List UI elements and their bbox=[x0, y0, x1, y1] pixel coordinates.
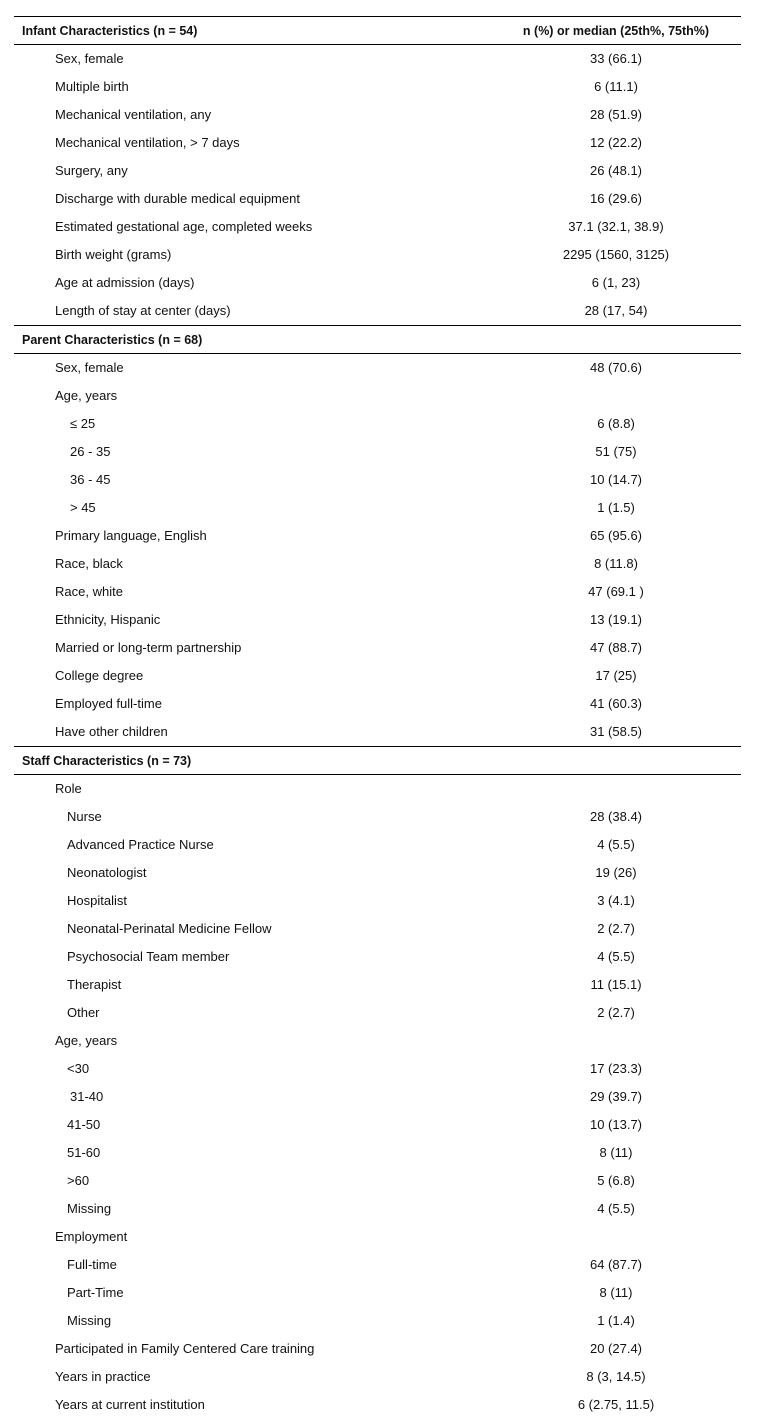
table-row bbox=[14, 241, 741, 269]
row-label: Full-time bbox=[67, 1257, 117, 1272]
table-row bbox=[14, 550, 741, 578]
table-row bbox=[14, 775, 741, 803]
row-value: 6 (2.75, 11.5) bbox=[577, 1397, 655, 1412]
row-value: 10 (13.7) bbox=[589, 1117, 643, 1132]
row-label: Sex, female bbox=[55, 360, 124, 375]
row-label: 31-40 bbox=[70, 1089, 104, 1104]
row-label: Age, years bbox=[55, 388, 118, 403]
row-label: Primary language, English bbox=[55, 528, 207, 543]
table-row bbox=[14, 269, 741, 297]
row-label: 41-50 bbox=[67, 1117, 101, 1132]
table-row bbox=[14, 1167, 741, 1195]
row-label: Missing bbox=[67, 1201, 112, 1216]
table-row bbox=[14, 410, 741, 438]
row-value: 28 (17, 54) bbox=[584, 303, 648, 318]
row-label: Employed full-time bbox=[55, 696, 162, 711]
row-label: Married or long-term partnership bbox=[55, 640, 242, 655]
row-label: Multiple birth bbox=[55, 79, 129, 94]
table-row bbox=[14, 915, 741, 943]
table-row bbox=[14, 578, 741, 606]
row-value: 17 (25) bbox=[595, 668, 637, 683]
row-label: Surgery, any bbox=[55, 163, 128, 178]
row-value: 4 (5.5) bbox=[597, 837, 635, 852]
row-value: 51 (75) bbox=[595, 444, 637, 459]
row-label: Length of stay at center (days) bbox=[55, 303, 231, 318]
row-label: Race, black bbox=[55, 556, 123, 571]
row-value: 2 (2.7) bbox=[597, 1005, 635, 1020]
table-row bbox=[14, 1027, 741, 1055]
table-row bbox=[14, 1279, 741, 1307]
row-value: 3 (4.1) bbox=[597, 893, 635, 908]
row-value: 33 (66.1) bbox=[589, 51, 643, 66]
table-row bbox=[14, 185, 741, 213]
row-value: 37.1 (32.1, 38.9) bbox=[568, 219, 664, 234]
row-value: 12 (22.2) bbox=[589, 135, 643, 150]
row-label: Part-Time bbox=[67, 1285, 124, 1300]
table-row bbox=[14, 73, 741, 101]
row-value: 8 (11) bbox=[599, 1145, 633, 1160]
row-value: 31 (58.5) bbox=[589, 724, 643, 739]
row-value: 1 (1.4) bbox=[597, 1313, 635, 1328]
row-value: 6 (1, 23) bbox=[591, 275, 641, 290]
row-value: 20 (27.4) bbox=[589, 1341, 643, 1356]
table-row bbox=[14, 157, 741, 185]
table-row bbox=[14, 971, 741, 999]
row-value: 6 (11.1) bbox=[594, 79, 638, 94]
row-label: Mechanical ventilation, any bbox=[55, 107, 212, 122]
row-value: 47 (88.7) bbox=[589, 640, 643, 655]
row-value: 17 (23.3) bbox=[589, 1061, 643, 1076]
section-title: Parent Characteristics (n = 68) bbox=[22, 332, 203, 347]
row-value: 1 (1.5) bbox=[597, 500, 635, 515]
row-value: 8 (11) bbox=[599, 1285, 633, 1300]
table-row bbox=[14, 606, 741, 634]
row-label: Years in practice bbox=[55, 1369, 151, 1384]
column-header: n (%) or median (25th%, 75th%) bbox=[522, 23, 710, 38]
row-label: Employment bbox=[55, 1229, 128, 1244]
row-label: ≤ 25 bbox=[70, 416, 96, 431]
row-value: 41 (60.3) bbox=[589, 696, 643, 711]
table-row bbox=[14, 859, 741, 887]
table-row bbox=[14, 943, 741, 971]
table-row bbox=[14, 831, 741, 859]
row-value: 28 (38.4) bbox=[589, 809, 643, 824]
row-label: Missing bbox=[67, 1313, 112, 1328]
table-row bbox=[14, 297, 741, 325]
row-label: 51-60 bbox=[67, 1145, 101, 1160]
section-title: Staff Characteristics (n = 73) bbox=[22, 753, 192, 768]
row-label: Other bbox=[67, 1005, 100, 1020]
row-label: Age, years bbox=[55, 1033, 118, 1048]
row-value: 2 (2.7) bbox=[597, 921, 635, 936]
table-row bbox=[14, 1083, 741, 1111]
table-row bbox=[14, 494, 741, 522]
row-value: 28 (51.9) bbox=[589, 107, 643, 122]
table-row bbox=[14, 718, 741, 746]
row-value: 8 (3, 14.5) bbox=[586, 1369, 646, 1384]
section-header bbox=[14, 747, 741, 774]
row-label: 36 - 45 bbox=[70, 472, 111, 487]
section-title: Infant Characteristics (n = 54) bbox=[22, 23, 198, 38]
row-label: > 45 bbox=[70, 500, 96, 515]
row-value: 5 (6.8) bbox=[597, 1173, 635, 1188]
row-label: Have other children bbox=[55, 724, 168, 739]
table-row bbox=[14, 1363, 741, 1391]
row-label: Role bbox=[55, 781, 82, 796]
table-row bbox=[14, 1251, 741, 1279]
table-row bbox=[14, 1391, 741, 1419]
row-label: Discharge with durable medical equipment bbox=[55, 191, 300, 206]
row-label: Therapist bbox=[67, 977, 122, 992]
row-label: Psychosocial Team member bbox=[67, 949, 230, 964]
table-row bbox=[14, 999, 741, 1027]
table-row bbox=[14, 213, 741, 241]
table-row bbox=[14, 634, 741, 662]
row-value: 29 (39.7) bbox=[589, 1089, 643, 1104]
row-value: 10 (14.7) bbox=[589, 472, 643, 487]
row-label: Ethnicity, Hispanic bbox=[55, 612, 161, 627]
table-row bbox=[14, 1195, 741, 1223]
row-label: <30 bbox=[67, 1061, 90, 1076]
row-value: 4 (5.5) bbox=[597, 1201, 635, 1216]
table-row bbox=[14, 1055, 741, 1083]
row-label: 26 - 35 bbox=[70, 444, 111, 459]
row-label: College degree bbox=[55, 668, 144, 683]
table-row bbox=[14, 466, 741, 494]
row-value: 48 (70.6) bbox=[589, 360, 643, 375]
table-row bbox=[14, 1223, 741, 1251]
row-label: Race, white bbox=[55, 584, 123, 599]
row-value: 2295 (1560, 3125) bbox=[562, 247, 670, 262]
table-row bbox=[14, 45, 741, 73]
row-value: 26 (48.1) bbox=[589, 163, 643, 178]
row-label: Estimated gestational age, completed weeks bbox=[55, 219, 313, 234]
table-row bbox=[14, 1139, 741, 1167]
row-value: 8 (11.8) bbox=[594, 556, 638, 571]
row-label: Age at admission (days) bbox=[55, 275, 195, 290]
row-value: 19 (26) bbox=[595, 865, 637, 880]
table-row bbox=[14, 129, 741, 157]
row-label: Nurse bbox=[67, 809, 102, 824]
table-row bbox=[14, 382, 741, 410]
row-label: Sex, female bbox=[55, 51, 124, 66]
table-row bbox=[14, 1111, 741, 1139]
row-value: 6 (8.8) bbox=[597, 416, 635, 431]
row-label: Participated in Family Centered Care training bbox=[55, 1341, 315, 1356]
section-header bbox=[14, 326, 741, 353]
section-header bbox=[14, 17, 741, 44]
characteristics-table bbox=[14, 16, 741, 1419]
table-row bbox=[14, 1307, 741, 1335]
table-row bbox=[14, 354, 741, 382]
row-value: 11 (15.1) bbox=[590, 977, 642, 992]
row-value: 65 (95.6) bbox=[589, 528, 643, 543]
row-label: Neonatal-Perinatal Medicine Fellow bbox=[67, 921, 272, 936]
table-row bbox=[14, 803, 741, 831]
table-row bbox=[14, 887, 741, 915]
row-label: Neonatologist bbox=[67, 865, 147, 880]
row-value: 4 (5.5) bbox=[597, 949, 635, 964]
row-label: Years at current institution bbox=[55, 1397, 205, 1412]
row-label: Advanced Practice Nurse bbox=[67, 837, 214, 852]
row-label: Hospitalist bbox=[67, 893, 127, 908]
table-row bbox=[14, 522, 741, 550]
row-label: >60 bbox=[67, 1173, 90, 1188]
table-row bbox=[14, 1335, 741, 1363]
table-row bbox=[14, 690, 741, 718]
table-row bbox=[14, 438, 741, 466]
row-value: 47 (69.1 ) bbox=[588, 584, 644, 599]
row-label: Birth weight (grams) bbox=[55, 247, 172, 262]
table-row bbox=[14, 101, 741, 129]
row-value: 13 (19.1) bbox=[589, 612, 643, 627]
row-label: Mechanical ventilation, > 7 days bbox=[55, 135, 240, 150]
row-value: 64 (87.7) bbox=[589, 1257, 643, 1272]
table-row bbox=[14, 662, 741, 690]
row-value: 16 (29.6) bbox=[589, 191, 643, 206]
